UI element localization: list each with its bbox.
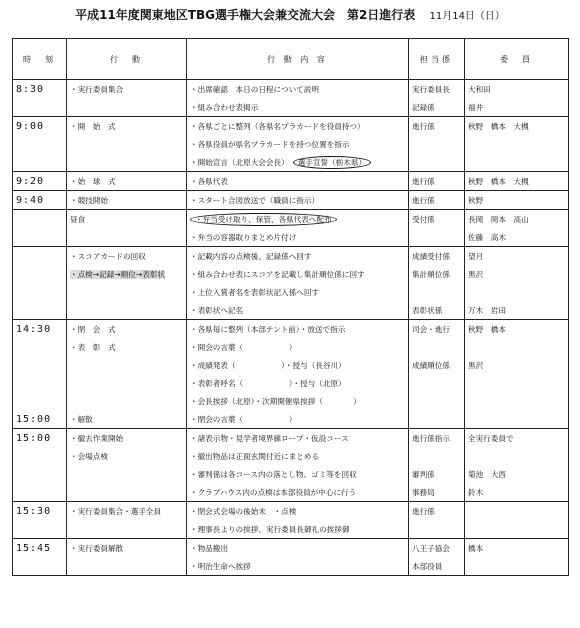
time-cell — [13, 539, 67, 558]
person-cell — [409, 98, 465, 117]
content-cell-text: ・クラブハウス内の点検は本部役員が中心に行う — [190, 487, 357, 497]
action-cell — [67, 465, 187, 483]
table-row — [13, 392, 569, 410]
time-cell — [13, 520, 67, 539]
table-row — [13, 338, 569, 356]
table-row — [13, 191, 569, 210]
header-member: 委 員 — [465, 39, 569, 80]
content-cell-text: ・表彰者呼名（ ）・授与（北原） — [190, 378, 346, 388]
content-cell — [187, 338, 409, 356]
member-cell — [465, 429, 569, 448]
person-cell — [409, 153, 465, 172]
table-row — [13, 265, 569, 283]
content-cell — [187, 447, 409, 465]
person-cell-text: 実行委員長 — [412, 84, 450, 94]
person-cell-text: 進行係指示 — [412, 433, 450, 443]
content-cell — [187, 320, 409, 339]
table-row — [13, 539, 569, 558]
member-cell — [465, 153, 569, 172]
action-cell-text: ・点検→記録→順位→表彰状 — [70, 269, 166, 279]
person-cell-text: 受付係 — [412, 214, 435, 224]
person-cell — [409, 80, 465, 99]
person-cell-text: 進行係 — [412, 176, 435, 186]
time-cell — [13, 338, 67, 356]
time-cell — [13, 301, 67, 320]
time-cell — [13, 265, 67, 283]
person-cell — [409, 557, 465, 576]
person-cell — [409, 502, 465, 521]
content-cell — [187, 356, 409, 374]
content-extra-text: 選手宣誓（栃木県） — [293, 156, 371, 169]
member-cell-text: 橋本 — [468, 543, 484, 553]
member-cell-text: 秋野 橋本 — [468, 324, 506, 334]
header-person: 担当係 — [409, 39, 465, 80]
time-cell — [13, 320, 67, 339]
content-cell — [187, 410, 409, 429]
table-row — [13, 374, 569, 392]
action-cell — [67, 483, 187, 502]
action-cell — [67, 265, 187, 283]
member-cell-text: 秋野 — [468, 195, 484, 205]
content-cell-text: ・記載内容の点検後、記録係へ回す — [190, 251, 312, 261]
action-cell — [67, 356, 187, 374]
person-cell — [409, 356, 465, 374]
member-cell-text: 黒沢 — [468, 360, 484, 370]
content-cell-text: ・理事長よりの挨拶、実行委員長御礼の挨拶御 — [190, 524, 350, 534]
person-cell-text: 本部役員 — [412, 561, 443, 571]
action-cell — [67, 301, 187, 320]
content-cell — [187, 265, 409, 283]
content-cell — [187, 191, 409, 210]
time-cell — [13, 502, 67, 521]
header-time: 時 刻 — [13, 39, 67, 80]
header-content: 行 動 内 容 — [187, 39, 409, 80]
member-cell — [465, 557, 569, 576]
member-cell-text: 望月 — [468, 251, 484, 261]
content-cell — [187, 117, 409, 136]
member-cell — [465, 465, 569, 483]
person-cell — [409, 338, 465, 356]
document-date: 11月14日（日） — [429, 11, 505, 22]
action-cell — [67, 447, 187, 465]
time-cell — [13, 210, 67, 229]
member-cell — [465, 191, 569, 210]
content-cell-text: ・スタート合図放送で（職員に指示） — [190, 195, 320, 205]
action-cell-text: ・開 始 式 — [70, 121, 116, 131]
person-cell — [409, 172, 465, 191]
person-cell — [409, 392, 465, 410]
action-cell — [67, 502, 187, 521]
action-cell — [67, 320, 187, 339]
person-cell — [409, 228, 465, 247]
member-cell — [465, 320, 569, 339]
time-cell — [13, 557, 67, 576]
action-cell-text: ・表 彰 式 — [70, 342, 116, 352]
action-cell — [67, 191, 187, 210]
table-row — [13, 210, 569, 229]
content-cell-text: ・撤出物品は正面玄関付近にまとめる — [190, 451, 320, 461]
table-row — [13, 429, 569, 448]
action-cell — [67, 80, 187, 99]
table-row — [13, 410, 569, 429]
content-cell-text: ・会長挨拶（北原）・次期開催県挨拶（ ） — [190, 396, 361, 406]
time-cell-text: 15:45 — [16, 542, 52, 554]
person-cell-text: 進行係 — [412, 506, 435, 516]
time-cell-text: 15:30 — [16, 505, 52, 517]
action-cell-text: ・スコアカードの回収 — [70, 251, 146, 261]
action-cell-text: ・始 球 式 — [70, 176, 116, 186]
person-cell — [409, 210, 465, 229]
person-cell — [409, 301, 465, 320]
action-cell — [67, 135, 187, 153]
action-cell-text: ・実行委員解散 — [70, 543, 124, 553]
member-cell — [465, 228, 569, 247]
person-cell — [409, 483, 465, 502]
content-cell — [187, 135, 409, 153]
person-cell — [409, 135, 465, 153]
time-cell — [13, 483, 67, 502]
person-cell-text: 審判係 — [412, 469, 435, 479]
time-cell-text: 9:00 — [16, 120, 45, 132]
table-row — [13, 283, 569, 301]
content-cell-text: ・出席確認 本日の日程について説明 — [190, 84, 319, 94]
action-cell — [67, 283, 187, 301]
time-cell — [13, 447, 67, 465]
content-cell — [187, 283, 409, 301]
member-cell-text: 全実行委員で — [468, 433, 514, 443]
person-cell-text: 記録係 — [412, 102, 435, 112]
time-cell — [13, 356, 67, 374]
time-cell — [13, 172, 67, 191]
action-cell — [67, 338, 187, 356]
action-cell — [67, 210, 187, 229]
content-cell-text: ・成績発表（ ）・授与（長谷川） — [190, 360, 346, 370]
person-cell-text: 成績順位係 — [412, 360, 450, 370]
person-cell — [409, 374, 465, 392]
time-cell — [13, 247, 67, 266]
content-cell-text: ・閉会式会場の後始末 ・点検 — [190, 506, 297, 516]
person-cell-text: 集計順位係 — [412, 269, 450, 279]
member-cell-text: 福井 — [468, 102, 484, 112]
action-cell — [67, 374, 187, 392]
action-cell — [67, 153, 187, 172]
member-cell — [465, 135, 569, 153]
person-cell — [409, 520, 465, 539]
person-cell — [409, 320, 465, 339]
action-cell-text: 昼食 — [70, 214, 86, 224]
content-cell — [187, 502, 409, 521]
member-cell — [465, 502, 569, 521]
person-cell — [409, 429, 465, 448]
member-cell — [465, 265, 569, 283]
action-cell — [67, 410, 187, 429]
time-cell — [13, 191, 67, 210]
member-cell-text: 黒沢 — [468, 269, 484, 279]
time-cell — [13, 283, 67, 301]
table-row — [13, 465, 569, 483]
document-title: 平成11年度関東地区TBG選手権大会兼交流大会 第2日進行表 — [75, 8, 416, 22]
content-cell — [187, 98, 409, 117]
member-cell — [465, 520, 569, 539]
person-cell — [409, 283, 465, 301]
action-cell-text: ・閉 会 式 — [70, 324, 116, 334]
content-cell-text: ・開会の言葉（ ） — [190, 342, 297, 352]
member-cell — [465, 301, 569, 320]
member-cell-text: 秋野 橋本 大槻 — [468, 121, 529, 131]
person-cell-text: 八王子協会 — [412, 543, 450, 553]
table-row — [13, 320, 569, 339]
table-header-row — [13, 39, 569, 80]
time-cell — [13, 117, 67, 136]
table-row — [13, 172, 569, 191]
action-cell-text: ・会場点検 — [70, 451, 108, 461]
content-cell — [187, 228, 409, 247]
time-cell — [13, 410, 67, 429]
content-cell — [187, 210, 409, 229]
content-cell — [187, 429, 409, 448]
schedule-table — [12, 38, 569, 576]
action-cell-text: ・解散 — [70, 414, 93, 424]
content-cell-text: ・明治生命へ挨拶 — [190, 561, 251, 571]
content-cell-text: ・表彰状へ記名 — [190, 305, 244, 315]
action-cell — [67, 429, 187, 448]
member-cell-text: 佐藤 高木 — [468, 232, 506, 242]
content-cell-text: ・弁当受け取り、保管、各県代表へ配布 — [190, 213, 337, 226]
person-cell — [409, 465, 465, 483]
table-row — [13, 483, 569, 502]
person-cell — [409, 247, 465, 266]
member-cell — [465, 80, 569, 99]
person-cell-text: 司会・進行 — [412, 324, 450, 334]
content-cell-text: ・各県毎に整列（本部テント前）・放送で指示 — [190, 324, 346, 334]
header-action: 行 動 — [67, 39, 187, 80]
table-row — [13, 247, 569, 266]
table-row — [13, 117, 569, 136]
table-row — [13, 80, 569, 99]
action-cell — [67, 539, 187, 558]
table-row — [13, 228, 569, 247]
content-cell — [187, 483, 409, 502]
content-cell — [187, 172, 409, 191]
member-cell-text: 大和田 — [468, 84, 491, 94]
person-cell-text: 進行係 — [412, 121, 435, 131]
page-title — [0, 6, 580, 23]
content-cell — [187, 301, 409, 320]
member-cell — [465, 483, 569, 502]
member-cell — [465, 410, 569, 429]
member-cell-text: 秋野 橋本 大槻 — [468, 176, 529, 186]
content-cell-text: ・各県ごとに整列（各県名プラカードを役員持つ） — [190, 121, 365, 131]
person-cell-text: 事務局 — [412, 487, 435, 497]
time-cell — [13, 374, 67, 392]
content-cell — [187, 392, 409, 410]
table-row — [13, 502, 569, 521]
content-cell-text: ・開始宣言（北原大会会長） — [190, 157, 289, 167]
content-cell — [187, 520, 409, 539]
content-cell — [187, 80, 409, 99]
member-cell-text: 菊池 大西 — [468, 469, 506, 479]
person-cell — [409, 447, 465, 465]
member-cell — [465, 356, 569, 374]
content-cell-text: ・組み合わせ表にスコアを記載し集計順位係に回す — [190, 269, 365, 279]
content-cell-text: ・物品搬出 — [190, 543, 228, 553]
member-cell-text: 長岡 岡本 高山 — [468, 214, 529, 224]
action-cell — [67, 392, 187, 410]
content-cell-text: ・弁当の容器取りまとめ片付け — [190, 232, 297, 242]
member-cell — [465, 247, 569, 266]
content-cell-text: ・各県代表 — [190, 176, 228, 186]
action-cell — [67, 172, 187, 191]
person-cell-text: 進行係 — [412, 195, 435, 205]
member-cell-text: 万木 岩田 — [468, 305, 506, 315]
table-row — [13, 135, 569, 153]
member-cell — [465, 392, 569, 410]
content-cell-text: ・諸表示物・見学者境界線ロープ・仮設コース — [190, 433, 349, 443]
content-cell-text: ・各県役員が県名プラカードを持つ位置を指示 — [190, 139, 350, 149]
table-row — [13, 301, 569, 320]
time-cell-text: 9:40 — [16, 194, 45, 206]
member-cell — [465, 117, 569, 136]
action-cell-text: ・撤去作業開始 — [70, 433, 124, 443]
action-cell — [67, 520, 187, 539]
table-row — [13, 447, 569, 465]
person-cell-text: 成績受付係 — [412, 251, 450, 261]
member-cell — [465, 283, 569, 301]
member-cell — [465, 374, 569, 392]
member-cell — [465, 338, 569, 356]
action-cell-text: ・実行委員集合 — [70, 84, 124, 94]
time-cell — [13, 429, 67, 448]
table-row — [13, 98, 569, 117]
table-row — [13, 557, 569, 576]
person-cell — [409, 410, 465, 429]
member-cell — [465, 210, 569, 229]
action-cell — [67, 117, 187, 136]
time-cell — [13, 98, 67, 117]
time-cell — [13, 135, 67, 153]
time-cell — [13, 153, 67, 172]
content-cell-text: ・上位入賞者名を表彰状記入係へ回す — [190, 287, 320, 297]
time-cell-text: 14:30 — [16, 323, 52, 335]
person-cell — [409, 265, 465, 283]
person-cell — [409, 539, 465, 558]
time-cell — [13, 392, 67, 410]
member-cell — [465, 98, 569, 117]
action-cell-text: ・実行委員集合・選手全員 — [70, 506, 162, 516]
action-cell — [67, 557, 187, 576]
time-cell — [13, 465, 67, 483]
time-cell-text: 8:30 — [16, 83, 45, 95]
content-cell-text: ・閉会の言葉（ ） — [190, 414, 297, 424]
table-row — [13, 520, 569, 539]
member-cell — [465, 447, 569, 465]
table-row — [13, 356, 569, 374]
person-cell-text: 表彰状係 — [412, 305, 443, 315]
content-cell — [187, 247, 409, 266]
content-cell-text: ・審判係は各コース内の落とし物、ゴミ等を回収 — [190, 469, 357, 479]
time-cell-text: 15:00 — [16, 413, 52, 425]
content-cell — [187, 374, 409, 392]
content-cell — [187, 557, 409, 576]
content-cell — [187, 465, 409, 483]
action-cell — [67, 98, 187, 117]
content-cell-text: ・組み合わせ表掲示 — [190, 102, 259, 112]
action-cell — [67, 247, 187, 266]
time-cell-text: 9:20 — [16, 175, 45, 187]
content-cell — [187, 153, 409, 172]
member-cell-text: 鈴木 — [468, 487, 484, 497]
person-cell — [409, 117, 465, 136]
person-cell — [409, 191, 465, 210]
time-cell-text: 15:00 — [16, 432, 52, 444]
table-row — [13, 153, 569, 172]
content-cell — [187, 539, 409, 558]
time-cell — [13, 80, 67, 99]
action-cell — [67, 228, 187, 247]
member-cell — [465, 539, 569, 558]
member-cell — [465, 172, 569, 191]
action-cell-text: ・競技開始 — [70, 195, 108, 205]
time-cell — [13, 228, 67, 247]
